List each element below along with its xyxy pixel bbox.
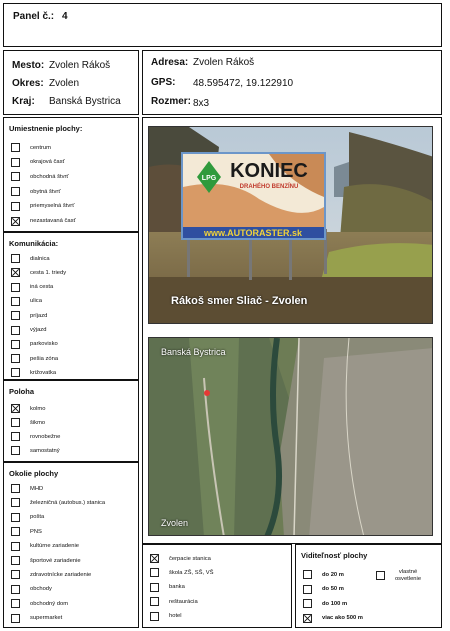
checkbox-label: centrum bbox=[30, 144, 51, 151]
checkbox-vlastne-osvetlenie[interactable] bbox=[376, 570, 425, 581]
checkbox[interactable] bbox=[11, 585, 20, 594]
poloha-title: Poloha bbox=[9, 387, 35, 396]
checked-checkbox[interactable] bbox=[150, 554, 159, 563]
checkbox[interactable] bbox=[11, 570, 20, 579]
checkbox-row[interactable] bbox=[11, 497, 105, 508]
checkbox-label: banka bbox=[169, 584, 185, 591]
checkbox-row[interactable] bbox=[11, 216, 76, 227]
mesto-label: Mesto: bbox=[12, 60, 45, 71]
checkbox-label: parkovisko bbox=[30, 341, 58, 348]
adresa-label: Adresa: bbox=[151, 57, 189, 68]
checkbox-label: priemyselná štvrť bbox=[30, 203, 75, 210]
checkbox-label: obytná štvrť bbox=[30, 188, 61, 195]
checkbox[interactable] bbox=[11, 368, 20, 377]
checkbox-label: pešia zóna bbox=[30, 355, 59, 362]
checkbox-row[interactable] bbox=[11, 142, 51, 153]
checkbox-row[interactable] bbox=[303, 598, 347, 609]
checkbox-label: dialnica bbox=[30, 255, 50, 262]
checkbox-row[interactable] bbox=[11, 296, 42, 307]
checkbox-label: samostatný bbox=[30, 447, 60, 454]
checkbox-label: obchodná štvrť bbox=[30, 173, 69, 180]
viditelnost-title: Viditeľnosť plochy bbox=[301, 551, 368, 560]
checkbox[interactable] bbox=[11, 527, 20, 536]
checkbox[interactable] bbox=[150, 612, 159, 621]
panel-number: 4 bbox=[62, 11, 68, 22]
checkbox-label: príjazd bbox=[30, 312, 48, 319]
checkbox-row[interactable] bbox=[11, 569, 91, 580]
checkbox[interactable] bbox=[150, 568, 159, 577]
checkbox-row[interactable] bbox=[11, 555, 81, 566]
checkbox[interactable] bbox=[303, 570, 312, 579]
photo-caption: Rákoš smer Sliač - Zvolen bbox=[171, 295, 308, 307]
checkbox[interactable] bbox=[11, 542, 20, 551]
checkbox-row[interactable] bbox=[11, 598, 68, 609]
checkbox-label: škola ZŠ, SŠ, VŠ bbox=[169, 569, 214, 576]
checkbox-row[interactable] bbox=[11, 339, 58, 350]
viditelnost-box bbox=[295, 544, 442, 628]
komunikacia-title: Komunikácia: bbox=[9, 239, 59, 248]
checkbox-label: cesta 1. triedy bbox=[30, 269, 67, 276]
checkbox-label: šikmo bbox=[30, 419, 46, 426]
checkbox-row[interactable] bbox=[11, 201, 74, 212]
checkbox[interactable] bbox=[11, 326, 20, 335]
checkbox-label: pošta bbox=[30, 514, 45, 521]
checkbox[interactable] bbox=[11, 484, 20, 493]
kraj-value: Banská Bystrica bbox=[49, 96, 121, 107]
okolie-title: Okolie plochy bbox=[9, 469, 59, 478]
checkbox-row[interactable] bbox=[11, 526, 42, 537]
checkbox-row[interactable] bbox=[11, 431, 60, 442]
checkbox[interactable] bbox=[11, 340, 20, 349]
checkbox-label: obchody bbox=[30, 586, 52, 593]
checkbox-row[interactable] bbox=[11, 253, 50, 264]
checkbox[interactable] bbox=[11, 143, 20, 152]
checkbox-label: do 20 m bbox=[322, 571, 344, 578]
okolie-box bbox=[3, 462, 139, 628]
checkbox-label: PNS bbox=[30, 528, 42, 535]
checkbox-label: hotel bbox=[169, 613, 182, 620]
checkbox[interactable] bbox=[11, 311, 20, 320]
checkbox[interactable] bbox=[11, 283, 20, 292]
checkbox[interactable] bbox=[11, 432, 20, 441]
checkbox-label: reštaurácia bbox=[169, 598, 198, 605]
checkbox[interactable] bbox=[11, 158, 20, 167]
checkbox-row[interactable] bbox=[11, 267, 66, 278]
billboard-title: KONIEC bbox=[230, 160, 308, 182]
rozmer-value: 8x3 bbox=[193, 98, 210, 109]
rozmer-label: Rozmer: bbox=[151, 96, 192, 107]
checkbox-label: kolmo bbox=[30, 405, 46, 412]
checkbox-label: čerpacie stanica bbox=[169, 555, 211, 562]
checkbox[interactable] bbox=[11, 297, 20, 306]
map-bottom-label: Zvolen bbox=[161, 518, 189, 528]
okolie2-box bbox=[142, 544, 292, 628]
checkbox-label: zdravotnícke zariadenie bbox=[30, 571, 92, 578]
checkbox[interactable] bbox=[11, 354, 20, 363]
mesto-value: Zvolen Rákoš bbox=[49, 60, 111, 71]
checkbox[interactable] bbox=[303, 599, 312, 608]
satellite-map bbox=[148, 337, 433, 536]
checkbox-row[interactable] bbox=[150, 596, 198, 607]
checkbox-row[interactable] bbox=[11, 512, 44, 523]
checkbox-label: križovatka bbox=[30, 369, 57, 376]
checkbox-row[interactable] bbox=[11, 483, 43, 494]
checkbox-row[interactable] bbox=[303, 569, 344, 580]
checkbox-row[interactable] bbox=[150, 582, 185, 593]
checkbox-row[interactable] bbox=[11, 325, 46, 336]
checked-checkbox[interactable] bbox=[11, 268, 20, 277]
checkbox[interactable] bbox=[11, 254, 20, 263]
checkbox-row[interactable] bbox=[11, 310, 47, 321]
gps-value: 48.595472, 19.122910 bbox=[193, 78, 294, 89]
checkbox-label: nezastavaná časť bbox=[30, 218, 76, 224]
checkbox-label: vlastné osvetlenie bbox=[394, 568, 422, 582]
checkbox[interactable] bbox=[11, 556, 20, 565]
billboard-photo bbox=[148, 126, 433, 324]
adresa-value: Zvolen Rákoš bbox=[193, 57, 255, 68]
checkbox-row[interactable] bbox=[11, 282, 53, 293]
map-top-label: Banská Bystrica bbox=[161, 347, 226, 357]
billboard-subtitle: DRAHÉHO BENZÍNU bbox=[239, 184, 299, 190]
checked-checkbox[interactable] bbox=[303, 614, 312, 623]
checkbox[interactable] bbox=[150, 583, 159, 592]
checkbox-label: železničná (autobus.) stanica bbox=[30, 499, 106, 506]
gps-label: GPS: bbox=[151, 77, 176, 88]
checked-checkbox[interactable] bbox=[11, 217, 20, 226]
checkbox[interactable] bbox=[11, 172, 20, 181]
checkbox-label: iná cesta bbox=[30, 284, 54, 291]
satellite-map-svg bbox=[149, 338, 433, 536]
checkbox-box[interactable] bbox=[376, 571, 385, 580]
checkbox[interactable] bbox=[11, 513, 20, 522]
location-box bbox=[3, 50, 139, 115]
checkbox-label: ulica bbox=[30, 298, 42, 305]
checkbox-label: do 100 m bbox=[322, 600, 348, 607]
checkbox[interactable] bbox=[11, 599, 20, 608]
checkbox[interactable] bbox=[11, 187, 20, 196]
checkbox-label: viac ako 500 m bbox=[322, 615, 363, 621]
checkbox[interactable] bbox=[303, 585, 312, 594]
checkbox[interactable] bbox=[11, 498, 20, 507]
checkbox[interactable] bbox=[150, 597, 159, 606]
checkbox-row[interactable] bbox=[150, 567, 213, 578]
kraj-label: Kraj: bbox=[12, 96, 35, 107]
checkbox[interactable] bbox=[11, 418, 20, 427]
checkbox-row[interactable] bbox=[150, 611, 182, 622]
poloha-box bbox=[3, 380, 139, 462]
okres-label: Okres: bbox=[12, 78, 44, 89]
checkbox-label: supermarket bbox=[30, 615, 63, 622]
checkbox-row[interactable] bbox=[303, 584, 344, 595]
checkbox-row[interactable] bbox=[11, 403, 45, 414]
checkbox-row[interactable] bbox=[11, 353, 58, 364]
checkbox-label: do 50 m bbox=[322, 586, 344, 592]
checkbox-row[interactable] bbox=[11, 157, 65, 168]
umiestnenie-box bbox=[3, 117, 139, 232]
checkbox-row[interactable] bbox=[11, 367, 56, 378]
checkbox-label: športové zariadenie bbox=[30, 557, 81, 564]
checkbox-row[interactable] bbox=[11, 541, 79, 552]
checkbox-row[interactable] bbox=[11, 584, 52, 595]
checkbox-row[interactable] bbox=[150, 553, 211, 564]
checkbox-row[interactable] bbox=[11, 613, 62, 624]
header-box bbox=[3, 3, 442, 47]
checkbox-row[interactable] bbox=[11, 417, 45, 428]
checkbox-label: výjazd bbox=[30, 327, 47, 333]
checkbox[interactable] bbox=[11, 202, 20, 211]
checkbox[interactable] bbox=[11, 446, 20, 455]
checkbox-label: MHD bbox=[30, 485, 44, 492]
billboard-url: www.AUTORASTER.sk bbox=[203, 228, 303, 238]
checked-checkbox[interactable] bbox=[11, 404, 20, 413]
checkbox-row[interactable] bbox=[11, 186, 61, 197]
umiestnenie-title: Umiestnenie plochy: bbox=[9, 124, 83, 133]
komunikacia-box bbox=[3, 232, 139, 380]
checkbox-label: kultúrne zariadenie bbox=[30, 543, 79, 550]
address-box bbox=[142, 50, 442, 115]
okres-value: Zvolen bbox=[49, 78, 80, 89]
checkbox-label: rovnobežne bbox=[30, 433, 61, 440]
billboard-logo: LPG bbox=[201, 175, 217, 182]
checkbox-row[interactable] bbox=[11, 171, 69, 182]
checkbox-label: obchodný dom bbox=[30, 600, 69, 607]
checkbox-row[interactable] bbox=[303, 613, 363, 624]
checkbox-label: okrajová časť bbox=[30, 159, 65, 166]
checkbox[interactable] bbox=[11, 614, 20, 623]
checkbox-row[interactable] bbox=[11, 445, 60, 456]
panel-label: Panel č.: bbox=[13, 11, 55, 22]
